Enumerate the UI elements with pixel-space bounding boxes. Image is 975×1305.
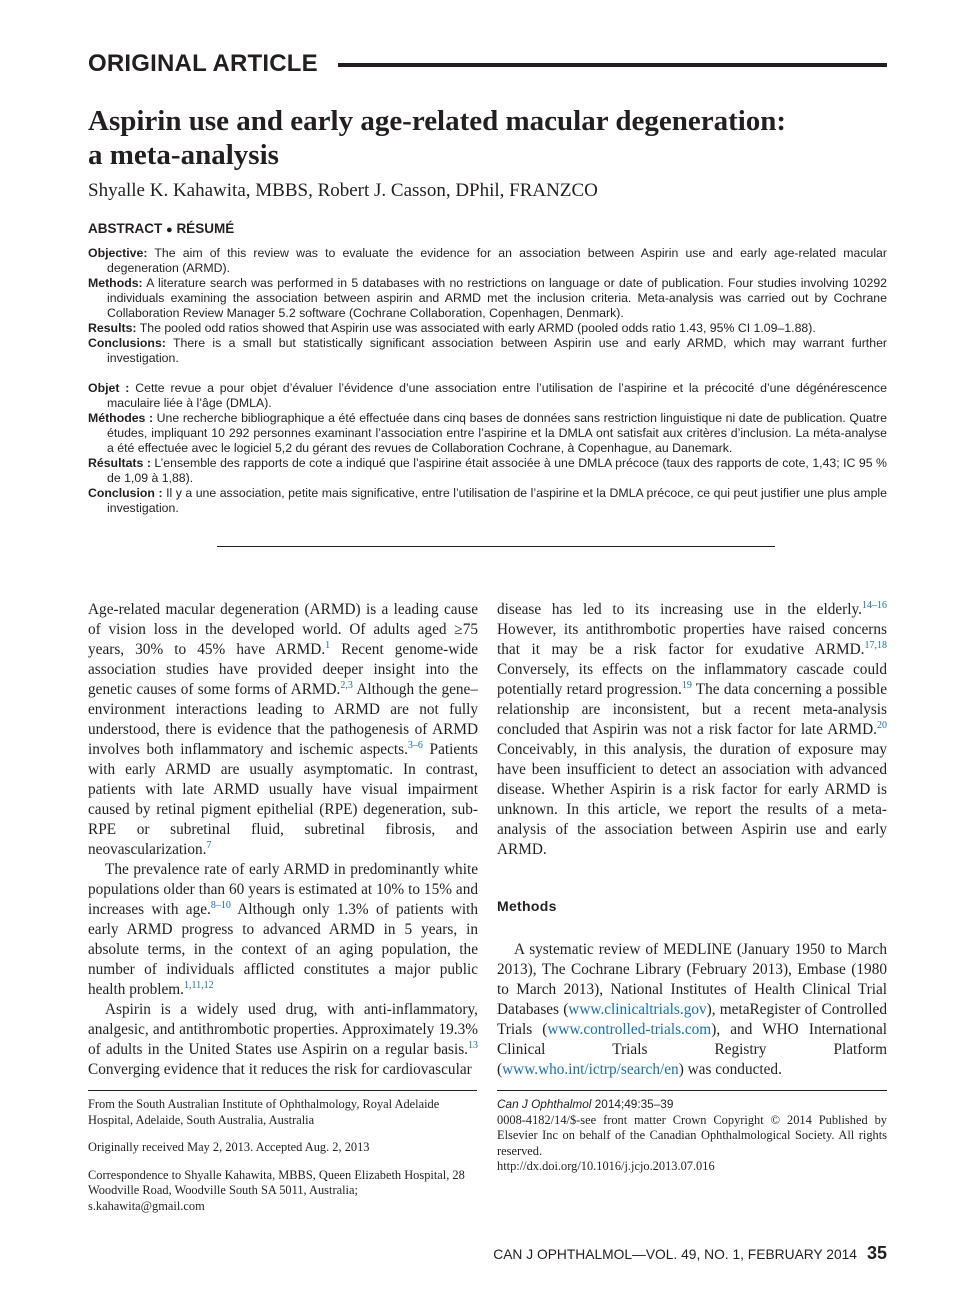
- abstract-label: Conclusions:: [88, 336, 166, 350]
- article-title: [88, 104, 888, 172]
- body-paragraph: [88, 600, 478, 860]
- reference-link[interactable]: 1,11,12: [184, 979, 214, 991]
- reference-link[interactable]: 20: [877, 719, 887, 731]
- abstract-item: [88, 486, 887, 516]
- reference-link[interactable]: 3–6: [407, 739, 423, 751]
- methods-heading: Methods: [497, 898, 557, 914]
- abstract-item: [88, 276, 887, 321]
- running-footer: [493, 1243, 887, 1264]
- controlled-trials-link[interactable]: www.controlled-trials.com: [547, 1021, 712, 1038]
- abstract-text: Une recherche bibliographique a été effectuée dans cinq bases de données sans restriction linguistique ni date de publication. Quatre études, impliquant 10 292 personnes examinant l’association entre l’aspirine et la DMLA ont satisfait aux critères d’inclusion. La méta-analyse a été effectuée avec le logiciel 5,2 du gérant des revues de Collaboration Cochrane, à Copenhague, au Danemark.: [107, 411, 887, 455]
- body-text: Conversely, its effects on the inflammatory cascade could potentially retard progression.: [497, 661, 887, 698]
- abstract-label: Résultats :: [88, 456, 151, 470]
- abstract-text: Cette revue a pour objet d’évaluer l’évidence d’une association entre l’utilisation de l’aspirine et la précocité d’une dégénérescence maculaire liée à l’âge (DMLA).: [107, 381, 887, 410]
- footnote-rule-right: [497, 1090, 887, 1091]
- body-text: Converging evidence that it reduces the risk for cardiovascular: [88, 1061, 472, 1078]
- clinicaltrials-link[interactable]: www.clinicaltrials.gov: [568, 1001, 707, 1018]
- abstract-heading: [88, 221, 234, 236]
- footnote-rule-left: [88, 1090, 477, 1091]
- abstract-item: [88, 411, 887, 456]
- body-text: ) was conducted.: [678, 1061, 782, 1078]
- footnotes-left: [88, 1097, 476, 1226]
- section-label: ORIGINAL ARTICLE: [88, 50, 318, 77]
- who-ictrp-link[interactable]: www.who.int/ictrp/search/en: [502, 1061, 679, 1078]
- body-paragraph: [497, 600, 887, 860]
- abstract-item: [88, 336, 887, 366]
- abstract-divider: [217, 546, 775, 547]
- body-text: ), and WHO International Clinical Trials Registry Platform (: [497, 1021, 888, 1078]
- reference-link[interactable]: 17,18: [864, 639, 887, 651]
- body-column-left: [88, 600, 478, 1080]
- body-text: Although only 1.3% of patients with early ARMD progress to advanced ARMD in 5 years, in absolute terms, in the context of an aging population, the number of individuals afflicted constitutes a major public health problem.: [88, 901, 478, 998]
- section-rule: [338, 63, 887, 67]
- page-number: 35: [866, 1243, 887, 1263]
- abstract-item: [88, 321, 887, 336]
- body-column-right: [497, 600, 887, 1080]
- body-paragraph: [88, 1000, 478, 1080]
- body-text: However, its antithrombotic properties have raised concerns that it may be a risk factor for exudative ARMD.: [497, 621, 887, 658]
- abstract-text: Il y a une association, petite mais significative, entre l’utilisation de l’aspirine et la DMLA précoce, ce qui peut justifier une plus ample investigation.: [107, 486, 888, 515]
- reference-link[interactable]: 19: [681, 679, 692, 691]
- correspondence-note: Correspondence to Shyalle Kahawita, MBBS, Queen Elizabeth Hospital, 28 Woodville Road, Woodville South SA 5011, Australia; s.kahawita@gmail.com: [88, 1167, 465, 1213]
- body-paragraph: [497, 940, 887, 1080]
- body-text: Recent genome-wide association studies have provided deeper insight into the genetic causes of some forms of ARMD.: [88, 641, 478, 698]
- title-line-1: Aspirin use and early age-related macular degeneration:: [88, 105, 787, 137]
- author-list: Shyalle K. Kahawita, MBBS, Robert J. Casson, DPhil, FRANZCO: [88, 180, 598, 201]
- reference-link[interactable]: 7: [206, 839, 212, 851]
- abstract-label: Results:: [88, 321, 137, 335]
- footnotes-right: [497, 1097, 887, 1175]
- body-text: A systematic review of MEDLINE (January 1950 to March 2013), The Cochrane Library (February 2013), Embase (1980 to March 2013), National Institutes of Health Clinical Trial Databases (: [497, 941, 887, 1018]
- abstract-label: Conclusion :: [88, 486, 163, 500]
- body-text: ), metaRegister of Controlled Trials (: [497, 1001, 887, 1038]
- citation: [497, 1097, 887, 1113]
- body-text: The prevalence rate of early ARMD in predominantly white populations older than 60 years is estimated at 10% to 15% and increases with age.: [88, 861, 478, 918]
- journal-issue: CAN J OPHTHALMOL—VOL. 49, NO. 1, FEBRUARY 2014: [493, 1247, 857, 1262]
- title-line-2: a meta-analysis: [88, 139, 279, 171]
- body-paragraph: [88, 860, 478, 1000]
- reference-link[interactable]: 13: [468, 1039, 478, 1051]
- bullet-icon: ●: [166, 224, 173, 236]
- abstract-english: [88, 246, 887, 366]
- reference-link[interactable]: 8–10: [210, 899, 231, 911]
- citation-volume: 2014;49:35–39: [591, 1097, 674, 1111]
- abstract-text: L’ensemble des rapports de cote a indiqué que l’aspirine était associée à une DMLA précoce (taux des rapports de cote, 1,43; IC 95 % de 1,09 à 1,88).: [107, 456, 887, 485]
- body-text: The data concerning a possible relationship are inconsistent, but a recent meta-analysis concluded that Aspirin was not a risk factor for late ARMD.: [497, 681, 887, 738]
- abstract-label: Methods:: [88, 276, 143, 290]
- abstract-heading-en: ABSTRACT: [88, 221, 163, 236]
- abstract-item: [88, 456, 887, 486]
- body-text: Patients with early ARMD are usually asymptomatic. In contrast, patients with late ARMD usually have visual impairment caused by retinal pigment epithelial (RPE) degeneration, sub-RPE or subretinal fluid, subretinal fibrosis, and neovascularization.: [88, 741, 478, 858]
- abstract-label: Objet :: [88, 381, 130, 395]
- received-note: Originally received May 2, 2013. Accepted Aug. 2, 2013: [88, 1140, 370, 1154]
- abstract-item: [88, 381, 887, 411]
- body-text: Age-related macular degeneration (ARMD) is a leading cause of vision loss in the developed world. Of adults aged ≥75 years, 30% to 45% have ARMD.: [88, 601, 478, 658]
- abstract-text: The aim of this review was to evaluate the evidence for an association between Aspirin use and early age-related macular degeneration (ARMD).: [107, 246, 887, 275]
- abstract-label: Méthodes :: [88, 411, 154, 425]
- abstract-french: [88, 381, 887, 516]
- body-text: Conceivably, in this analysis, the duration of exposure may have been insufficient to detect an association with advanced disease. Whether Aspirin is a risk factor for early ARMD is unknown. In this article, we report the results of a meta-analysis of the association between Aspirin use and early ARMD.: [497, 741, 887, 858]
- abstract-heading-fr: RÉSUMÉ: [176, 221, 235, 236]
- citation-journal: Can J Ophthalmol: [497, 1097, 592, 1111]
- reference-link[interactable]: 1: [325, 639, 331, 651]
- abstract-item: [88, 246, 887, 276]
- doi-link[interactable]: http://dx.doi.org/10.1016/j.jcjo.2013.07.016: [497, 1159, 715, 1173]
- abstract-text: There is a small but statistically significant association between Aspirin use and early ARMD, which may warrant further investigation.: [107, 336, 887, 365]
- body-text: disease has led to its increasing use in the elderly.: [497, 601, 862, 618]
- abstract-text: The pooled odd ratios showed that Aspirin use was associated with early ARMD (pooled odds ratio 1.43, 95% CI 1.09–1.88).: [139, 321, 816, 335]
- affiliation-note: From the South Australian Institute of Ophthalmology, Royal Adelaide Hospital, Adelaide, South Australia, Australia: [88, 1097, 440, 1127]
- reference-link[interactable]: 2,3: [340, 679, 353, 691]
- abstract-label: Objective:: [88, 246, 148, 260]
- body-text: Aspirin is a widely used drug, with anti-inflammatory, analgesic, and antithrombotic properties. Approximately 19.3% of adults in the United States use Aspirin on a regular basis.: [88, 1001, 478, 1058]
- reference-link[interactable]: 14–16: [862, 599, 887, 611]
- copyright-note: 0008-4182/14/$-see front matter Crown Copyright © 2014 Published by Elsevier Inc on behalf of the Canadian Ophthalmological Society. All rights reserved.: [497, 1112, 887, 1158]
- body-text: Although the gene–environment interactions leading to ARMD are not fully understood, there is evidence that the pathogenesis of ARMD involves both inflammatory and ischemic aspects.: [88, 681, 478, 758]
- abstract-text: A literature search was performed in 5 databases with no restrictions on language or date of publication. Four studies involving 10292 individuals examining the association between aspirin and ARMD met the inclusion criteria. Meta-analysis was carried out by Cochrane Collaboration Review Manager 5.2 software (Cochrane Collaboration, Copenhagen, Denmark).: [107, 276, 887, 320]
